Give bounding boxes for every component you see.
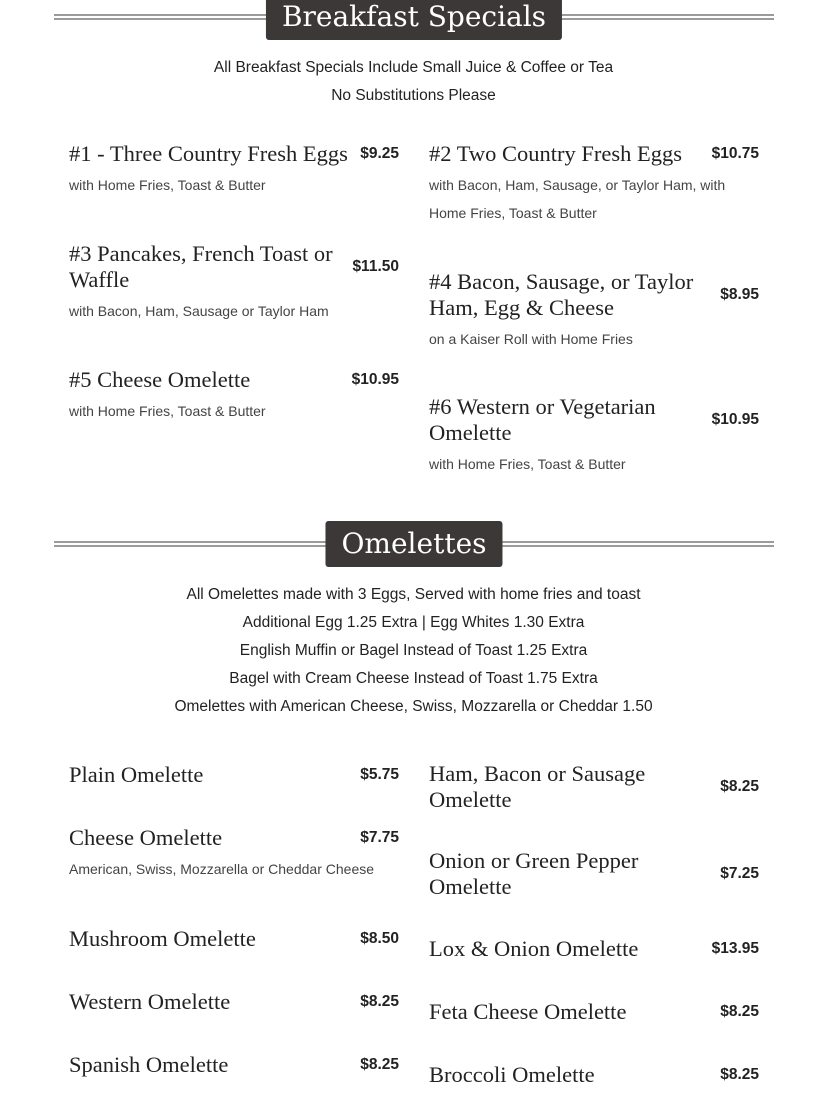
- item-name: Spanish Omelette: [69, 1052, 229, 1077]
- menu-item: [429, 1062, 759, 1088]
- item-name: #6 Western or Vegetarian Omelette: [429, 394, 656, 445]
- item-name: #5 Cheese Omelette: [69, 367, 251, 392]
- item-desc: with Bacon, Ham, Sausage, or Taylor Ham, with Home Fries, Toast & Butter: [429, 177, 726, 221]
- item-name: Ham, Bacon or Sausage Omelette: [429, 761, 646, 812]
- menu-item: [429, 269, 759, 353]
- menu-item: [69, 989, 399, 1015]
- note-line: All Omelettes made with 3 Eggs, Served with home fries and toast: [186, 586, 641, 603]
- menu-item: [69, 141, 399, 199]
- item-name: Cheese Omelette: [69, 825, 223, 850]
- item-name: #1 - Three Country Fresh Eggs: [69, 141, 348, 166]
- menu-item: [69, 762, 399, 788]
- item-price: $8.50: [360, 930, 399, 947]
- note-line: Bagel with Cream Cheese Instead of Toast 1.75 Extra: [229, 670, 598, 687]
- item-price: $10.75: [711, 145, 759, 162]
- item-price: $8.25: [360, 993, 399, 1010]
- item-desc: American, Swiss, Mozzarella or Cheddar Cheese: [69, 861, 375, 877]
- item-name: Lox & Onion Omelette: [429, 936, 639, 961]
- item-price: $8.25: [720, 778, 759, 795]
- note-line: No Substitutions Please: [331, 87, 496, 104]
- item-name: Western Omelette: [69, 989, 231, 1014]
- section-title: Omelettes: [325, 521, 502, 567]
- item-price: $13.95: [711, 940, 759, 957]
- item-price: $7.25: [720, 865, 759, 882]
- menu-item: [69, 1052, 399, 1078]
- item-desc: with Bacon, Ham, Sausage or Taylor Ham: [69, 303, 329, 319]
- note-line: Omelettes with American Cheese, Swiss, Mozzarella or Cheddar 1.50: [174, 698, 653, 715]
- menu-item: [69, 825, 399, 883]
- item-desc: with Home Fries, Toast & Butter: [69, 177, 266, 193]
- menu-item: [69, 926, 399, 952]
- menu-item: [429, 999, 759, 1025]
- item-name: Mushroom Omelette: [69, 926, 256, 951]
- item-price: $10.95: [711, 411, 759, 428]
- menu-item: [429, 141, 759, 227]
- menu-item: [429, 761, 759, 813]
- breakfast-notes: [0, 54, 827, 110]
- item-name: Onion or Green Pepper Omelette: [429, 848, 639, 899]
- item-name: Feta Cheese Omelette: [429, 999, 627, 1024]
- item-price: $5.75: [360, 766, 399, 783]
- breakfast-section-header: [54, 0, 774, 40]
- item-name: #3 Pancakes, French Toast or Waffle: [69, 241, 333, 292]
- omelettes-section-header: [54, 521, 774, 567]
- note-line: Additional Egg 1.25 Extra | Egg Whites 1.30 Extra: [242, 614, 585, 631]
- item-price: $8.25: [360, 1056, 399, 1073]
- menu-item: [69, 367, 399, 425]
- menu-item: [69, 241, 399, 325]
- item-name: #2 Two Country Fresh Eggs: [429, 141, 683, 166]
- item-name: Broccoli Omelette: [429, 1062, 595, 1087]
- section-title: Breakfast Specials: [266, 0, 562, 40]
- omelettes-notes: [0, 581, 827, 721]
- item-price: $9.25: [360, 145, 399, 162]
- menu-item: [429, 848, 759, 900]
- item-price: $8.25: [720, 1003, 759, 1020]
- menu-item: [429, 936, 759, 962]
- item-desc: with Home Fries, Toast & Butter: [69, 403, 266, 419]
- item-price: $10.95: [351, 371, 399, 388]
- item-name: Plain Omelette: [69, 762, 204, 787]
- item-name: #4 Bacon, Sausage, or Taylor Ham, Egg & Cheese: [429, 269, 694, 320]
- item-price: $8.95: [720, 286, 759, 303]
- item-price: $11.50: [352, 258, 399, 275]
- note-line: All Breakfast Specials Include Small Juice & Coffee or Tea: [213, 59, 614, 76]
- item-desc: with Home Fries, Toast & Butter: [429, 456, 626, 472]
- item-price: $7.75: [360, 829, 399, 846]
- item-desc: on a Kaiser Roll with Home Fries: [429, 331, 633, 347]
- note-line: English Muffin or Bagel Instead of Toast 1.25 Extra: [239, 642, 588, 659]
- menu-item: [429, 394, 759, 478]
- item-price: $8.25: [720, 1066, 759, 1083]
